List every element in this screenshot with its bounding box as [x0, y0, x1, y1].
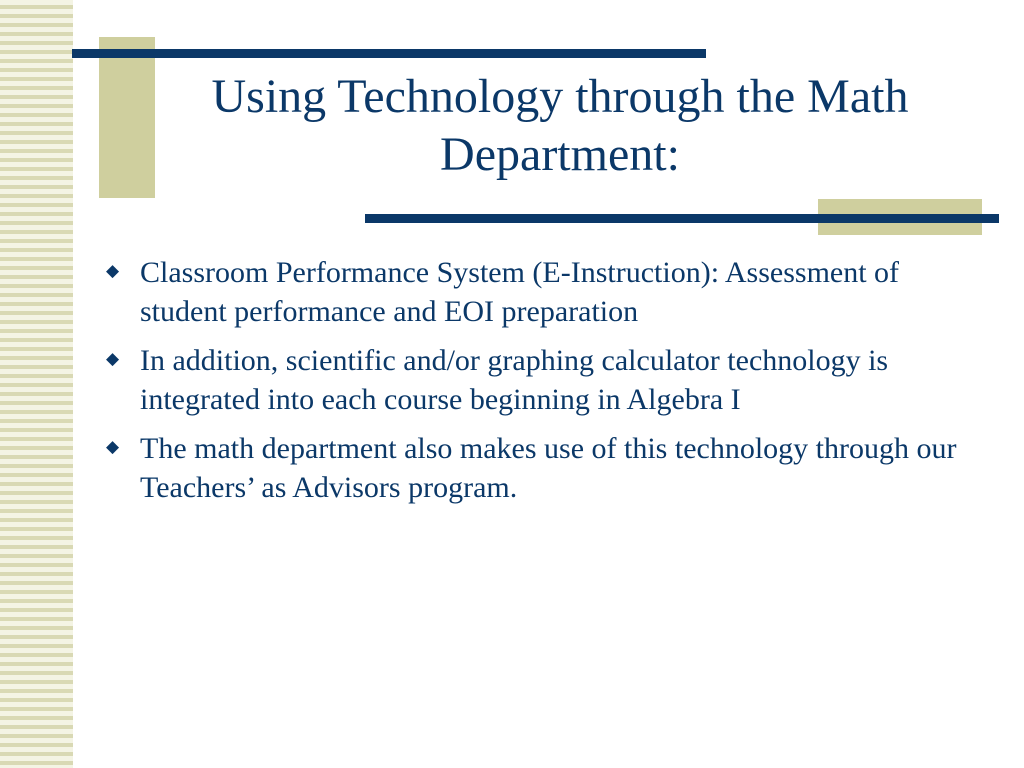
bullet-text: The math department also makes use of this technology through our Teachers’ as Advisors program.	[140, 432, 957, 504]
title-rule-top	[72, 49, 706, 58]
diamond-bullet-icon: ◆	[106, 261, 120, 280]
slide-title: Using Technology through the Math Department:	[211, 70, 909, 181]
bullet-text: Classroom Performance System (E-Instruction): Assessment of student performance and EOI preparation	[140, 256, 900, 328]
decorative-stripes	[0, 0, 73, 768]
bullet-text: In addition, scientific and/or graphing calculator technology is integrated into each course beginning in Algebra I	[140, 344, 889, 416]
title-rule-bottom	[365, 214, 999, 223]
bullet-item	[104, 253, 984, 331]
diamond-bullet-icon: ◆	[106, 437, 120, 456]
bullet-list	[104, 253, 984, 517]
accent-block-top	[99, 37, 155, 198]
bullet-item	[104, 341, 984, 419]
bullet-item	[104, 429, 984, 507]
diamond-bullet-icon: ◆	[106, 349, 120, 368]
